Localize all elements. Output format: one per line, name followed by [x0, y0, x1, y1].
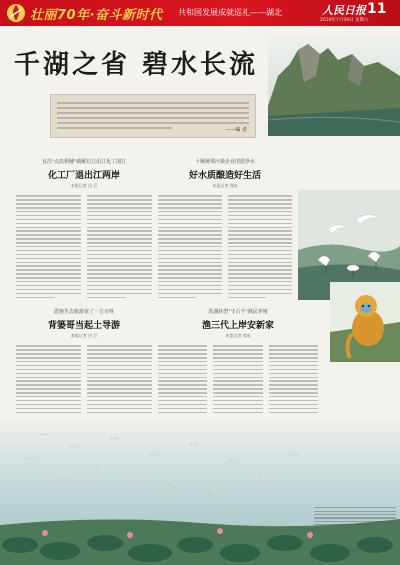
- article-title: 好水质酿造好生活: [188, 171, 261, 181]
- article-byline: 本报记者 郑成: [212, 183, 238, 188]
- issue-date: 2019年7月29日 星期六: [320, 18, 369, 23]
- mountain-lake-photo: [268, 36, 400, 136]
- article-kicker: 宜昌"点改相辅"破解长江沿江化工围江: [41, 159, 127, 165]
- article-title: 背篓哥当起土导游: [47, 321, 120, 331]
- article-2: [158, 158, 292, 300]
- article-byline: 本报记者 田 豆: [70, 183, 98, 188]
- paper-name: 人民日报: [322, 4, 366, 17]
- editor-signature: ——编 者: [225, 127, 247, 133]
- flame-logo-icon: [6, 3, 26, 23]
- article-body: [158, 193, 292, 300]
- article-4: [158, 308, 318, 427]
- page-number: 11: [367, 1, 387, 17]
- article-1: [16, 158, 152, 300]
- masthead-subtitle: 共和国发展成就巡礼——湖北: [178, 8, 282, 17]
- article-kicker: 恩施生态旅游富了一方百姓: [53, 309, 114, 315]
- golden-monkey-photo: [330, 282, 400, 362]
- article-title: 渔三代上岸安新家: [201, 321, 274, 331]
- article-kicker: 十堰统筹污染企业清淤净水: [194, 159, 255, 165]
- article-3: [16, 308, 152, 427]
- photo-caption: [314, 505, 396, 545]
- masthead-title: 壮丽70年·奋斗新时代: [30, 8, 163, 23]
- article-body: [16, 193, 152, 300]
- editor-note: [50, 94, 256, 138]
- layout-credit: 版式设计：蔡 华: [345, 547, 375, 552]
- article-byline: 本报记者 田 豆: [70, 333, 98, 338]
- page-headline: 千湖之省 碧水长流: [14, 50, 259, 80]
- masthead: [0, 0, 400, 26]
- article-byline: 本报记者 郑成: [225, 333, 251, 338]
- article-title: 化工厂退出江两岸: [47, 171, 120, 181]
- article-kicker: 洪湖转型"守占不"渔民养殖: [208, 309, 268, 315]
